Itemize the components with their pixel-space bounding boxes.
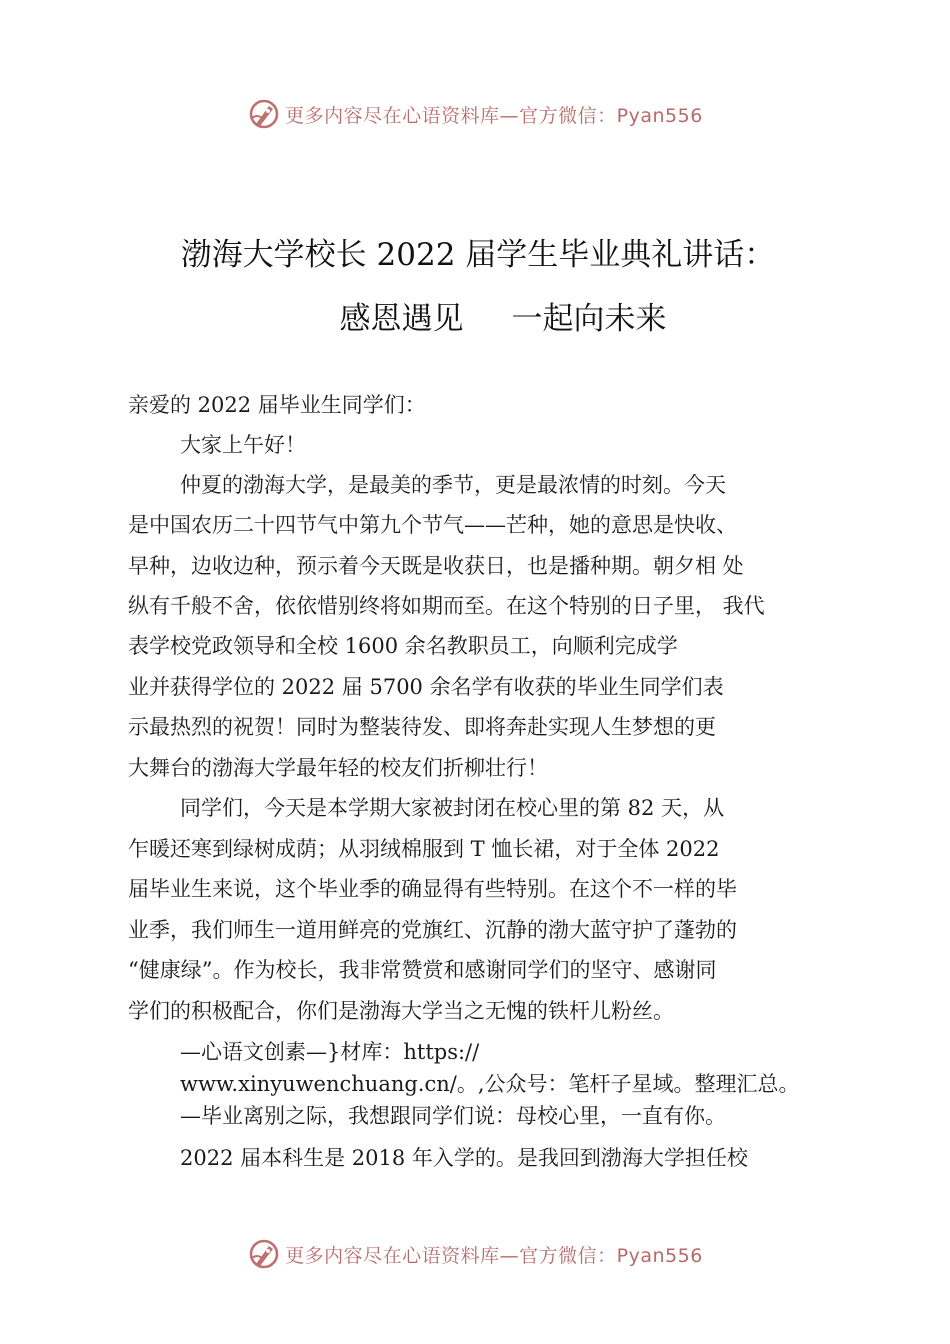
body-line: 学们的积极配合，你们是渤海大学当之无愧的铁杆儿粉丝。 [128,999,674,1023]
body-line: 2022 届本科生是 2018 年入学的。是我回到渤海大学担任校 [180,1146,748,1170]
body-line: 亲爱的 2022 届毕业生同学们： [128,393,426,417]
pen-nib-logo-icon [247,1237,281,1271]
body-line: 大舞台的渤海大学最年轻的校友们折柳壮行！ [128,756,548,780]
body-line: www.xinyuwenchuang.cn/。,公众号：笔杆子星域。整理汇总。 [180,1072,800,1096]
title-line-1: 渤海大学校长 2022 届学生毕业典礼讲话： [180,237,776,273]
banner-text: 更多内容尽在心语资料库—官方微信：Pyan556 [285,1244,703,1267]
body-line: —毕业离别之际，我想跟同学们说：母校心里，一直有你。 [180,1104,726,1128]
body-line: 业季，我们师生一道用鲜亮的党旗红、沉静的渤大蓝守护了蓬勃的 [128,918,737,942]
body-line: “健康绿”。作为校长，我非常赞赏和感谢同学们的坚守、感谢同 [128,958,717,982]
body-line: 是中国农历二十四节气中第九个节气——芒种，她的意思是快收、 [128,513,737,537]
body-line: 纵有千般不舍，依依惜别终将如期而至。在这个特别的日子里， 我代 [128,594,765,618]
body-line: 表学校党政领导和全校 1600 余名教职员工，向顺利完成学 [128,634,678,658]
pen-nib-logo-icon [247,97,281,131]
title-line-2-part-b: 一起向未来 [511,301,667,337]
body-line: 乍暖还寒到绿树成荫；从羽绒棉服到 T 恤长裙，对于全体 2022 [128,837,720,861]
banner-text: 更多内容尽在心语资料库—官方微信：Pyan556 [285,104,703,127]
body-line: —心语文创素—}材库：https:// [180,1040,480,1064]
body-line: 同学们，今天是本学期大家被封闭在校心里的第 82 天，从 [180,796,725,820]
body-line: 早种，边收边种，预示着今天既是收获日，也是播种期。朝夕相 处 [128,554,744,578]
body-line: 届毕业生来说，这个毕业季的确显得有些特别。在这个不一样的毕 [128,877,737,901]
header-banner [0,94,950,134]
title-line-2-part-a: 感恩遇见 [339,301,464,337]
body-line: 仲夏的渤海大学，是最美的季节，更是最浓情的时刻。今天 [180,473,726,497]
title-line-2 [0,293,950,338]
body-line: 业并获得学位的 2022 届 5700 余名学有收获的毕业生同学们表 [128,675,724,699]
body-line: 大家上午好！ [180,433,306,457]
body-line: 示最热烈的祝贺！同时为整装待发、即将奔赴实现人生梦想的更 [128,715,716,739]
footer-banner [0,1234,950,1274]
